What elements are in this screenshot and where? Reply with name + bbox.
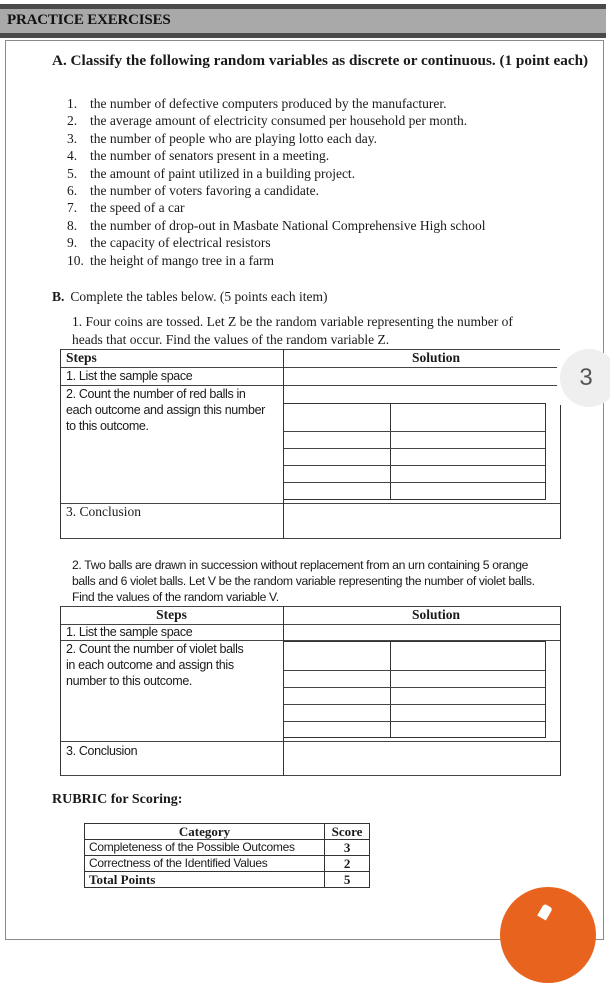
step-1: 1. List the sample space [66, 625, 193, 639]
item-text: the number of voters favoring a candidate. [90, 182, 320, 198]
problem-2-text [72, 557, 535, 605]
steps-header: Steps [66, 350, 97, 365]
list-item [67, 199, 486, 216]
section-b-label: B. [52, 289, 65, 304]
item-number: 3. [67, 130, 78, 146]
page-title: PRACTICE EXERCISES [7, 12, 171, 28]
item-number: 9. [67, 235, 78, 251]
table-row [85, 856, 370, 872]
item-number: 5. [67, 165, 78, 181]
problem-1-line-2: heads that occur. Find the values of the random variable Z. [72, 332, 390, 347]
page-number-badge[interactable]: 3 [560, 349, 610, 407]
category-cell: Completeness of the Possible Outcomes [85, 840, 325, 856]
list-item [67, 252, 486, 269]
step-1: 1. List the sample space [66, 369, 193, 383]
step-2-line: 2. Count the number of red balls in [66, 387, 246, 401]
item-text: the speed of a car [90, 200, 185, 216]
list-item [67, 147, 486, 164]
solution-header: Solution [412, 607, 461, 622]
steps-header: Steps [156, 607, 187, 622]
question-list [67, 95, 486, 269]
category-header: Category [85, 824, 325, 840]
header-banner [0, 4, 606, 38]
outcome-value-grid[interactable] [283, 641, 546, 738]
item-text: the number of senators present in a meeting. [90, 148, 330, 164]
table-header-row [85, 824, 370, 840]
list-item [67, 95, 486, 112]
step-2-line: number to this outcome. [66, 674, 193, 688]
item-text: the number of people who are playing lotto each day. [90, 130, 378, 146]
step-2-line: each outcome and assign this number [66, 403, 265, 417]
table-row [85, 872, 370, 888]
step-2-line: to this outcome. [66, 419, 149, 433]
item-number: 6. [67, 182, 78, 198]
item-text: the amount of paint utilized in a building project. [90, 165, 356, 181]
item-text: the capacity of electrical resistors [90, 235, 271, 251]
list-item [67, 130, 486, 147]
problem-2-line: balls and 6 violet balls. Let V be the random variable representing the number of violet balls. [72, 574, 535, 588]
problem-2-line: Find the values of the random variable V. [72, 590, 279, 604]
conclusion-answer-cell[interactable] [285, 743, 558, 774]
solution-header: Solution [412, 350, 461, 365]
item-text: the number of drop-out in Masbate National Comprehensive High school [90, 217, 486, 233]
list-item [67, 112, 486, 129]
item-text: the average amount of electricity consumed per household per month. [90, 113, 468, 129]
list-item [67, 165, 486, 182]
problem-1-line: 1. Four coins are tossed. Let Z be the random variable representing the number of [72, 314, 513, 329]
step-2-line: in each outcome and assign this [66, 658, 234, 672]
rubric-table [84, 823, 370, 888]
item-text: the height of mango tree in a farm [90, 252, 275, 268]
item-text: the number of defective computers produced by the manufacturer. [90, 96, 447, 111]
floating-action-button[interactable] [500, 887, 596, 983]
pencil-icon [537, 903, 553, 920]
outcome-value-grid[interactable] [283, 403, 546, 500]
rubric-title: RUBRIC for Scoring: [52, 792, 183, 807]
category-cell: Correctness of the Identified Values [85, 856, 325, 872]
list-item [67, 217, 486, 234]
score-header: Score [325, 824, 370, 840]
step-3: 3. Conclusion [66, 504, 142, 519]
item-number: 1. [67, 96, 78, 111]
step-3: 3. Conclusion [66, 744, 138, 758]
table-row [85, 840, 370, 856]
conclusion-answer-cell[interactable] [285, 505, 558, 537]
problem-1-text [72, 314, 513, 330]
step-2-line: 2. Count the number of violet balls [66, 642, 244, 656]
section-b-title [52, 289, 327, 305]
score-cell: 3 [325, 840, 370, 856]
problem-2-line: 2. Two balls are drawn in succession without replacement from an urn containing 5 orange [72, 558, 529, 572]
item-number: 7. [67, 200, 78, 216]
item-number: 4. [67, 148, 78, 164]
score-cell: 2 [325, 856, 370, 872]
category-cell: Total Points [85, 872, 325, 888]
sample-space-answer-cell[interactable] [285, 625, 558, 639]
section-a-title: A. Classify the following random variables as discrete or continuous. (1 point each) [52, 52, 589, 69]
score-cell: 5 [325, 872, 370, 888]
item-number: 10. [67, 252, 84, 268]
item-number: 8. [67, 217, 78, 233]
item-number: 2. [67, 113, 78, 129]
list-item [67, 234, 486, 251]
list-item [67, 182, 486, 199]
sample-space-answer-cell[interactable] [285, 369, 555, 384]
section-b-text: Complete the tables below. (5 points each item) [70, 289, 328, 304]
